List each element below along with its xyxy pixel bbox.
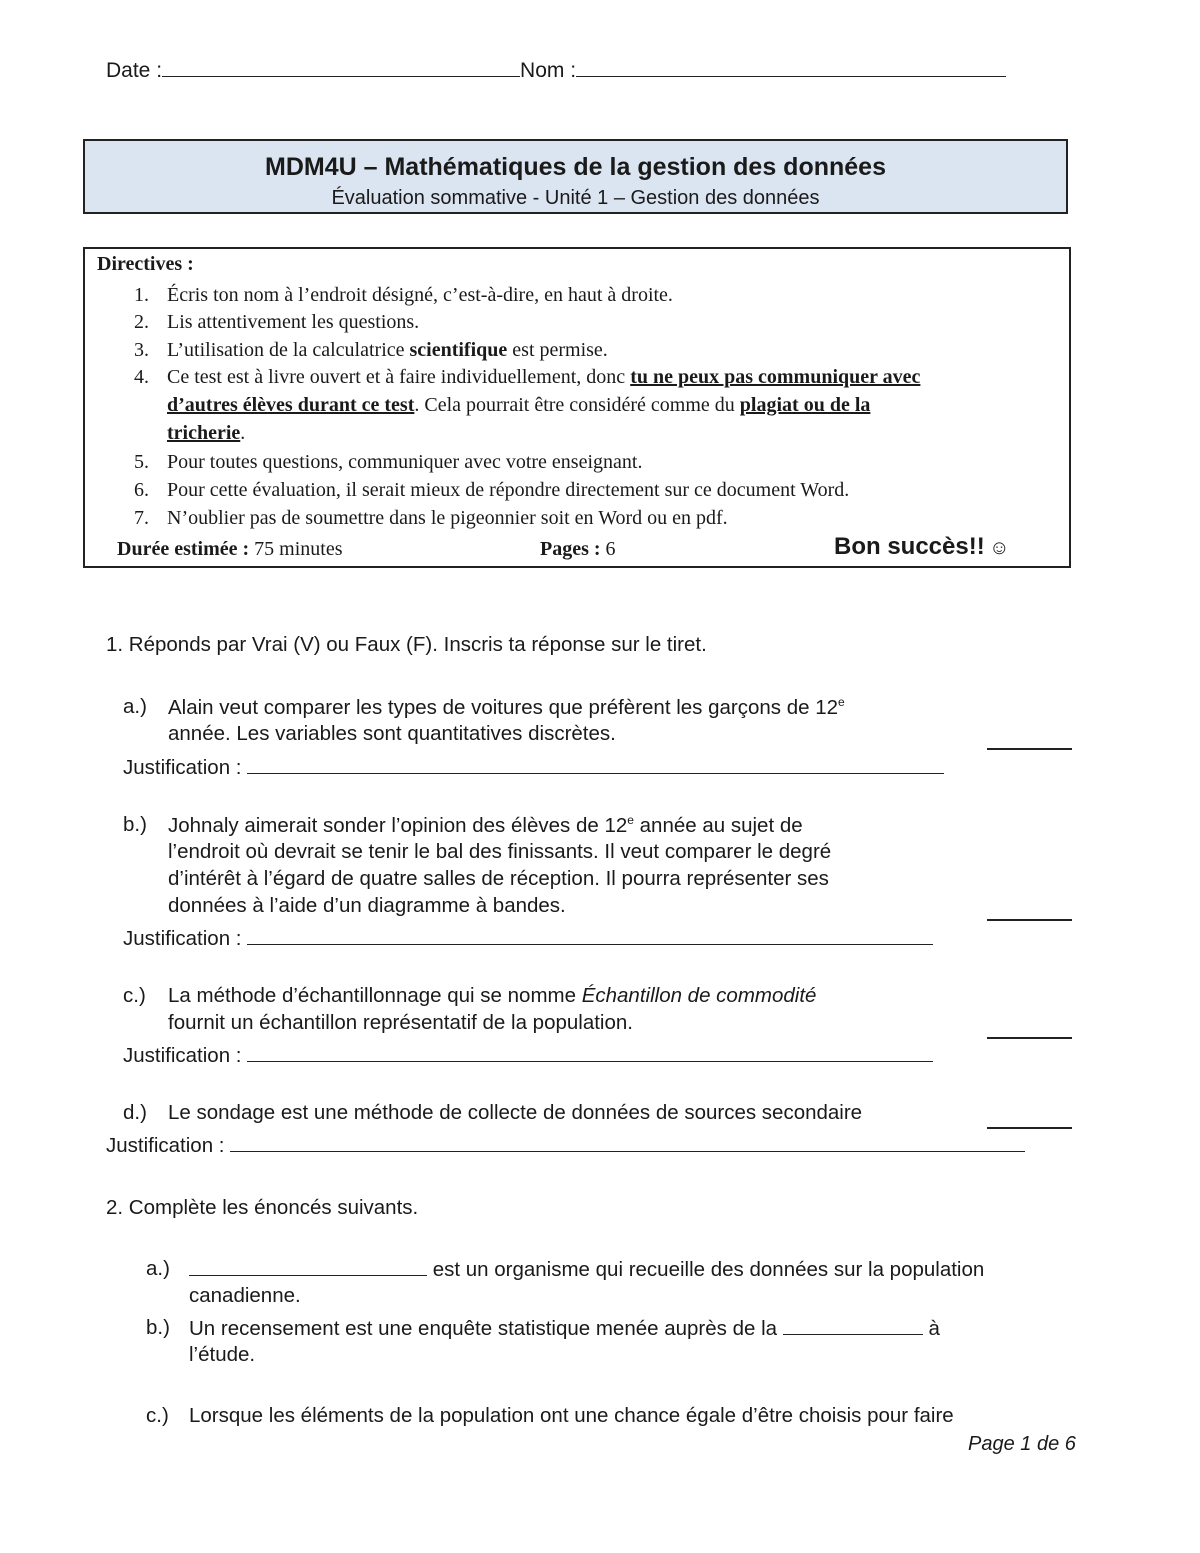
directive-text-part: est permise. bbox=[507, 339, 608, 361]
q2a-line1 bbox=[189, 1257, 984, 1282]
q1a-line2: année. Les variables sont quantitatives discrètes. bbox=[168, 722, 616, 745]
q1b-text: Johnaly aimerait sonder l’opinion des élèves de 12 bbox=[168, 813, 628, 837]
evaluation-subtitle: Évaluation sommative - Unité 1 – Gestion des données bbox=[331, 187, 820, 209]
directive-number: 6. bbox=[134, 479, 149, 501]
q2c-line1: Lorsque les éléments de la population ont une chance égale d’être choisis pour faire bbox=[189, 1404, 954, 1427]
directive-text bbox=[167, 339, 608, 362]
directive-text-part: L’utilisation de la calculatrice bbox=[167, 339, 410, 361]
justification-label: Justification : bbox=[106, 1134, 225, 1157]
q1c-justification-field[interactable] bbox=[247, 1043, 933, 1062]
directive-warning: tricherie bbox=[167, 422, 241, 444]
q1b-answer-blank[interactable] bbox=[987, 919, 1072, 921]
directive-text: Pour cette évaluation, il serait mieux de répondre directement sur ce document Word. bbox=[167, 479, 850, 501]
q2b-blank[interactable] bbox=[783, 1316, 923, 1335]
page-number: Page 1 de 6 bbox=[968, 1433, 1076, 1455]
q1a-text: Alain veut comparer les types de voitures que préfèrent les garçons de 12 bbox=[168, 695, 839, 719]
duration bbox=[117, 538, 343, 561]
q2b-line1 bbox=[189, 1316, 940, 1341]
directive-text: Pour toutes questions, communiquer avec votre enseignant. bbox=[167, 451, 643, 473]
q1b-text: année au sujet de bbox=[633, 813, 803, 837]
directive-number: 5. bbox=[134, 451, 149, 473]
directive-warning: tu ne peux pas communiquer avec bbox=[630, 366, 921, 388]
directive-text-part: . bbox=[240, 422, 246, 444]
header-line bbox=[106, 56, 1006, 83]
directive-bold-term: scientifique bbox=[409, 339, 508, 361]
q2b-label: b.) bbox=[146, 1316, 170, 1339]
question-1-prompt: 1. Réponds par Vrai (V) ou Faux (F). Inscris ta réponse sur le tiret. bbox=[106, 633, 707, 656]
directives-heading: Directives : bbox=[97, 253, 194, 275]
q1b-line3: d’intérêt à l’égard de quatre salles de réception. Il pourra représenter ses bbox=[168, 867, 829, 890]
q1c-text: La méthode d’échantillonnage qui se nomme bbox=[168, 984, 582, 1007]
justification-label: Justification : bbox=[123, 1044, 242, 1067]
q1b-line4: données à l’aide d’un diagramme à bandes. bbox=[168, 894, 566, 917]
name-field[interactable] bbox=[576, 56, 1006, 77]
q2b-line2: l’étude. bbox=[189, 1343, 256, 1366]
q2b-text: Un recensement est une enquête statistique menée auprès de la bbox=[189, 1317, 783, 1340]
directive-text: Lis attentivement les questions. bbox=[167, 311, 420, 333]
directive-text bbox=[167, 422, 245, 445]
smiley-icon: ☺ bbox=[989, 537, 1010, 559]
directive-warning: plagiat ou de la bbox=[739, 394, 871, 416]
q1c-italic-term: Échantillon de commodité bbox=[581, 984, 817, 1007]
pages-label: Pages : bbox=[540, 538, 601, 560]
directive-number: 3. bbox=[134, 339, 149, 361]
q2a-text: est un organisme qui recueille des données sur la population bbox=[427, 1258, 985, 1281]
question-2-prompt: 2. Complète les énoncés suivants. bbox=[106, 1196, 419, 1219]
q2b-text: à bbox=[922, 1317, 940, 1340]
q1b-line2: l’endroit où devrait se tenir le bal des finissants. Il veut comparer le degré bbox=[168, 840, 832, 863]
superscript: e bbox=[838, 695, 845, 709]
q1a-label: a.) bbox=[123, 695, 147, 718]
q1d-answer-blank[interactable] bbox=[987, 1127, 1072, 1129]
q1b-justification bbox=[123, 926, 933, 951]
q1c-line1 bbox=[168, 984, 816, 1008]
q1d-justification-field[interactable] bbox=[230, 1133, 1025, 1152]
pages bbox=[540, 538, 616, 561]
title-box bbox=[83, 139, 1068, 214]
q1b-line1 bbox=[168, 813, 803, 838]
q1c-line2: fournit un échantillon représentatif de la population. bbox=[168, 1011, 633, 1034]
directive-text: N’oublier pas de soumettre dans le pigeonnier soit en Word ou en pdf. bbox=[167, 507, 728, 529]
q2a-blank[interactable] bbox=[189, 1257, 427, 1276]
directive-number: 1. bbox=[134, 284, 149, 306]
directive-text-part: . Cela pourrait être considéré comme du bbox=[414, 394, 740, 416]
q1d-label: d.) bbox=[123, 1101, 147, 1124]
good-luck bbox=[834, 533, 1010, 561]
directive-number: 2. bbox=[134, 311, 149, 333]
pages-value: 6 bbox=[605, 538, 616, 560]
q1b-justification-field[interactable] bbox=[247, 926, 933, 945]
course-title: MDM4U – Mathématiques de la gestion des données bbox=[265, 153, 886, 181]
duration-value: 75 minutes bbox=[254, 538, 343, 560]
date-field[interactable] bbox=[162, 56, 520, 77]
q1a-justification bbox=[123, 755, 944, 780]
directive-number: 4. bbox=[134, 366, 149, 388]
date-label: Date : bbox=[106, 59, 163, 82]
superscript: e bbox=[627, 813, 634, 827]
directive-text bbox=[167, 366, 920, 389]
directive-number: 7. bbox=[134, 507, 149, 529]
name-label: Nom : bbox=[520, 59, 577, 82]
directives-box bbox=[83, 247, 1071, 568]
q1c-justification bbox=[123, 1043, 933, 1068]
q1a-justification-field[interactable] bbox=[247, 755, 944, 774]
q2c-label: c.) bbox=[146, 1404, 169, 1427]
good-luck-text: Bon succès!! bbox=[834, 533, 985, 560]
q1c-label: c.) bbox=[123, 984, 146, 1007]
q1d-justification bbox=[106, 1133, 1025, 1158]
justification-label: Justification : bbox=[123, 756, 242, 779]
justification-label: Justification : bbox=[123, 927, 242, 950]
directive-text bbox=[167, 394, 870, 417]
q1c-answer-blank[interactable] bbox=[987, 1037, 1072, 1039]
q1b-label: b.) bbox=[123, 813, 147, 836]
q2a-label: a.) bbox=[146, 1257, 170, 1280]
directive-warning: d’autres élèves durant ce test bbox=[167, 394, 415, 416]
q2a-line2: canadienne. bbox=[189, 1284, 301, 1307]
q1a-answer-blank[interactable] bbox=[987, 748, 1072, 750]
duration-label: Durée estimée : bbox=[117, 538, 250, 560]
q1a-line1 bbox=[168, 695, 845, 720]
directive-text-part: Ce test est à livre ouvert et à faire individuellement, donc bbox=[167, 366, 631, 388]
q1d-line1: Le sondage est une méthode de collecte de données de sources secondaire bbox=[168, 1101, 863, 1124]
directive-text: Écris ton nom à l’endroit désigné, c’est-à-dire, en haut à droite. bbox=[167, 284, 673, 306]
